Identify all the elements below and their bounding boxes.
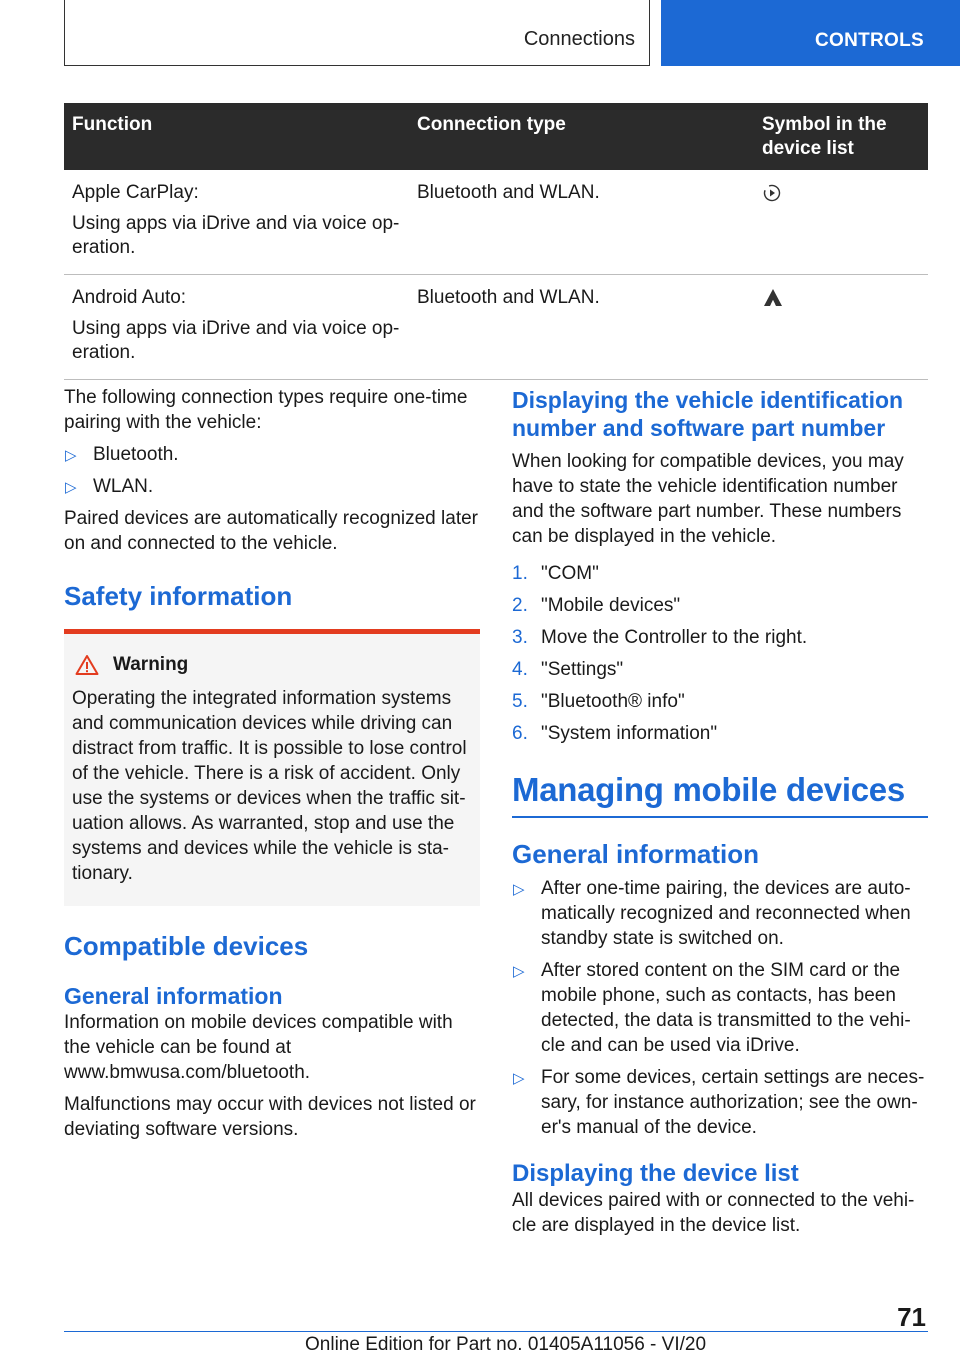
function-title: Apple CarPlay: [72,182,199,203]
general-info-list [512,876,928,1140]
list-item [512,625,928,650]
list-item [512,657,928,682]
android-auto-icon [762,288,784,308]
triangle-bullet-icon: ▷ [65,447,77,464]
table-cell-function [64,170,409,275]
list-item [512,561,928,586]
pairing-intro: The following connection types require one-time pairing with the vehicle: [64,387,468,433]
carplay-icon [762,182,782,204]
function-title: Android Auto: [72,287,187,308]
warning-box [64,629,480,906]
warning-text: Operating the integrated information systems and communication devices while driving can distract from traffic. It is possible to lose control of the vehicle. There is a risk of accident. Only use the systems or devices when the traffic sit-uation allows. As warranted, stop and use the systems and devices while the vehicle is sta-tionary. [72,688,467,884]
table-cell-function [64,275,409,380]
step-text: "Settings" [541,659,624,680]
pairing-list [64,442,480,499]
device-list-heading: Displaying the device list [512,1160,799,1187]
triangle-bullet-icon: ▷ [513,1070,525,1087]
warning-title: Warning [113,654,189,675]
step-number: 2. [512,595,528,616]
list-item [512,1065,928,1140]
step-number: 5. [512,691,528,712]
right-column [512,386,928,1245]
table-row [64,170,928,275]
table-cell-connection: Bluetooth and WLAN. [409,170,754,275]
compatible-devices-heading: Compatible devices [64,931,309,961]
steps-list [512,561,928,746]
malfunction-text: Malfunctions may occur with devices not listed or deviating software versions. [64,1094,476,1140]
table-header-connection: Connection type [409,103,754,170]
list-item [512,689,928,714]
list-item [512,593,928,618]
table-header-symbol: Symbol in the device list [754,103,928,170]
general-info-heading: General information [64,983,283,1009]
list-item-text: WLAN. [93,476,154,497]
triangle-bullet-icon: ▷ [513,881,525,898]
header-chapter-tab [661,0,960,66]
triangle-bullet-icon: ▷ [513,963,525,980]
chapter-heading: Managing mobile devices [512,770,928,818]
step-text: "System information" [541,723,718,744]
step-text: "COM" [541,563,599,584]
warning-title-row [72,652,472,677]
header-chapter-title: CONTROLS [815,30,925,51]
list-item [512,876,928,951]
device-list-text: All devices paired with or connected to the vehi-cle are displayed in the device list. [512,1190,915,1236]
safety-heading: Safety information [64,581,293,611]
list-item-text: After stored content on the SIM card or the mobile phone, such as contacts, has been detected, the data is transmitted to the vehi-cle and can be used via iDrive. [541,960,911,1056]
warning-triangle-icon [75,654,99,676]
table-cell-connection: Bluetooth and WLAN. [409,275,754,380]
compat-text: Information on mobile devices compatible with the vehicle can be found at www.bmwusa.com/bluetooth. [64,1012,453,1083]
footer-edition-text: Online Edition for Part no. 01405A11056 - VI/20 [305,1334,707,1355]
step-number: 3. [512,627,528,648]
page-number: 71 [897,1302,926,1332]
table-cell-symbol [754,170,928,275]
paired-text: Paired devices are automatically recognized later on and connected to the vehicle. [64,508,478,554]
list-item-text: For some devices, certain settings are neces-sary, for instance authorization; see the own-er's manual of the device. [541,1067,925,1138]
list-item-text: After one-time pairing, the devices are auto-matically recognized and reconnected when standby state is switched on. [541,878,911,949]
left-column [64,385,480,1149]
list-item [64,474,480,499]
step-number: 1. [512,563,528,584]
function-desc: Using apps via iDrive and via voice op-eration. [72,213,400,258]
step-text: "Bluetooth® info" [541,691,685,712]
table-header-row [64,103,928,170]
function-desc: Using apps via iDrive and via voice op-eration. [72,318,400,363]
list-item [512,721,928,746]
list-item-text: Bluetooth. [93,444,179,465]
footer-divider [64,1331,928,1332]
step-number: 6. [512,723,528,744]
list-item [64,442,480,467]
table-row [64,275,928,380]
step-text: "Mobile devices" [541,595,681,616]
step-number: 4. [512,659,528,680]
table-cell-symbol [754,275,928,380]
header-section-title: Connections [523,28,635,50]
vin-heading: Displaying the vehicle identification number and software part number [512,387,904,441]
triangle-bullet-icon: ▷ [65,479,77,496]
header-section-box [64,0,650,66]
step-text: Move the Controller to the right. [541,627,808,648]
table-header-function: Function [64,103,409,170]
list-item [512,958,928,1058]
connection-table [64,103,928,380]
vin-text: When looking for compatible devices, you may have to state the vehicle identification number and the software part number. These numbers can be displayed in the vehicle. [512,451,904,547]
general-info-heading: General information [512,839,760,869]
